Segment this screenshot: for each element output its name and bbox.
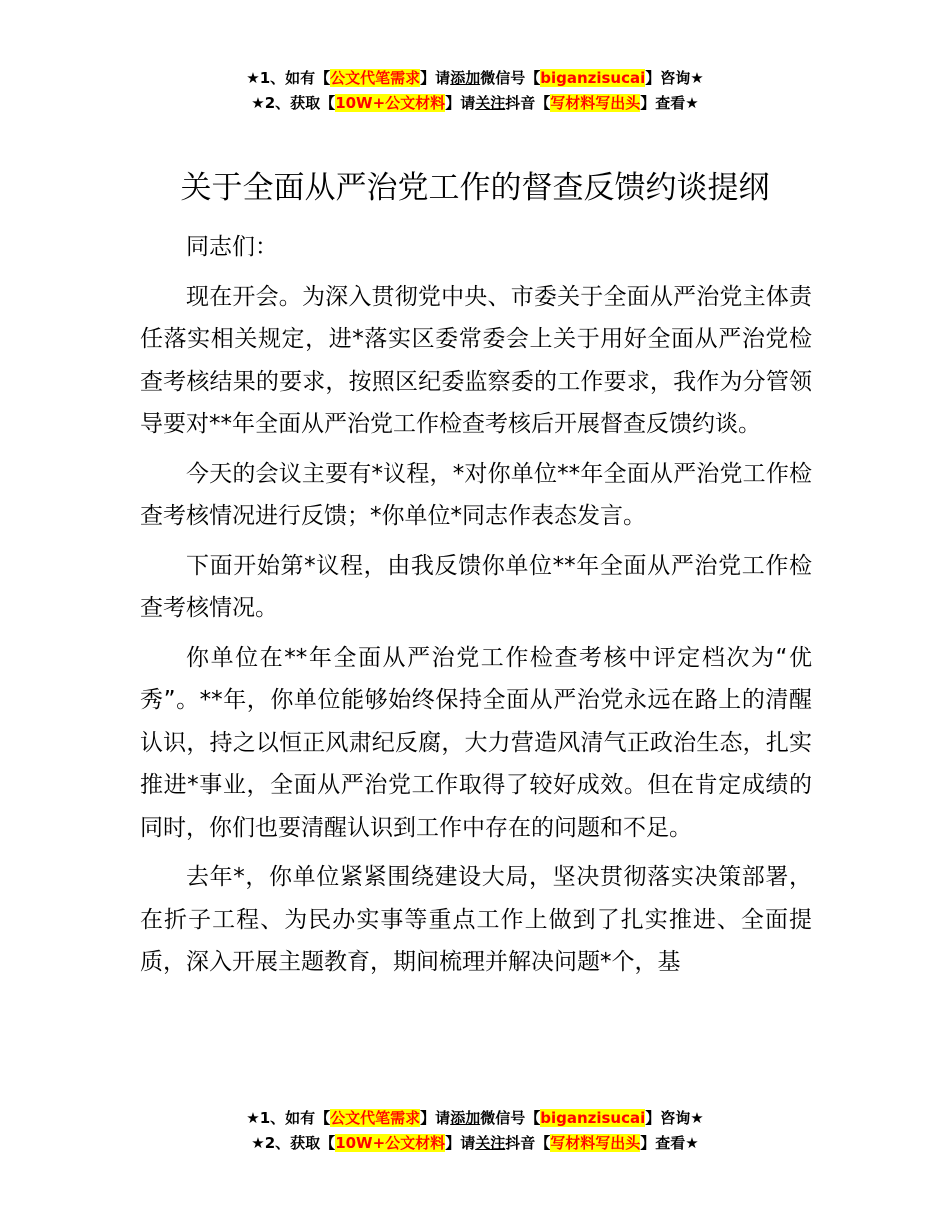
banner-text: 微信号【 xyxy=(480,1109,541,1127)
banner-highlight: biganzisucai xyxy=(540,1109,646,1127)
banner-highlight: 公文代笔需求 xyxy=(330,1109,421,1127)
banner-highlight: 写材料写出头 xyxy=(550,94,641,112)
document-title: 关于全面从严治党工作的督查反馈约谈提纲 xyxy=(180,170,770,206)
banner-line-2 xyxy=(0,1131,950,1156)
banner-text: 】查看★ xyxy=(640,1134,699,1152)
banner-text: 抖音【 xyxy=(505,94,551,112)
banner-text: 】请 xyxy=(445,94,476,112)
banner-line-1 xyxy=(0,66,950,91)
paragraph: 下面开始第*议程，由我反馈你单位**年全面从严治党工作检查考核情况。 xyxy=(140,552,812,621)
banner-text: ★2、获取【 xyxy=(251,1134,336,1152)
banner-highlight: 10W+公文材料 xyxy=(335,1134,446,1152)
paragraph: 今天的会议主要有*议程，*对你单位**年全面从严治党工作检查考核情况进行反馈；*你单位*同志作表态发言。 xyxy=(140,460,812,529)
banner-highlight: biganzisucai xyxy=(540,69,646,87)
banner-highlight: 公文代笔需求 xyxy=(330,69,421,87)
banner-text: 】请 xyxy=(445,1134,476,1152)
banner-line-2 xyxy=(0,91,950,116)
footer-banner xyxy=(0,1106,950,1156)
banner-line-1 xyxy=(0,1106,950,1131)
banner-text: 】请 xyxy=(420,69,451,87)
header-banner xyxy=(0,66,950,116)
paragraph: 你单位在**年全面从严治党工作检查考核中评定档次为“优秀”。**年，你单位能够始终保持全面从严治党永远在路上的清醒认识，持之以恒正风肃纪反腐，大力营造风清气正政治生态，扎实推进*事业，全面从严治党工作取得了较好成效。但在肯定成绩的同时，你们也要清醒认识到工作中存在的问题和不足。 xyxy=(140,644,812,841)
banner-emphasis: 添加 xyxy=(450,69,481,87)
banner-text: 】查看★ xyxy=(640,94,699,112)
banner-text: 】请 xyxy=(420,1109,451,1127)
banner-text: 微信号【 xyxy=(480,69,541,87)
paragraph-salutation: 同志们： xyxy=(186,234,278,260)
banner-emphasis: 关注 xyxy=(475,1134,506,1152)
banner-text: 】咨询★ xyxy=(645,69,704,87)
banner-text: ★1、如有【 xyxy=(246,69,331,87)
paragraph: 现在开会。为深入贯彻党中央、市委关于全面从严治党主体责任落实相关规定，进*落实区委常委会上关于用好全面从严治党检查考核结果的要求，按照区纪委监察委的工作要求，我作为分管领导要对**年全面从严治党工作检查考核后开展督查反馈约谈。 xyxy=(140,283,812,437)
banner-text: 抖音【 xyxy=(505,1134,551,1152)
banner-text: ★1、如有【 xyxy=(246,1109,331,1127)
document-body xyxy=(140,226,812,991)
banner-emphasis: 关注 xyxy=(475,94,506,112)
banner-highlight: 写材料写出头 xyxy=(550,1134,641,1152)
banner-text: 】咨询★ xyxy=(645,1109,704,1127)
paragraph: 去年*，你单位紧紧围绕建设大局，坚决贯彻落实决策部署，在折子工程、为民办实事等重点工作上做到了扎实推进、全面提质，深入开展主题教育，期间梳理并解决问题*个，基 xyxy=(140,864,812,975)
banner-text: ★2、获取【 xyxy=(251,94,336,112)
banner-highlight: 10W+公文材料 xyxy=(335,94,446,112)
banner-emphasis: 添加 xyxy=(450,1109,481,1127)
